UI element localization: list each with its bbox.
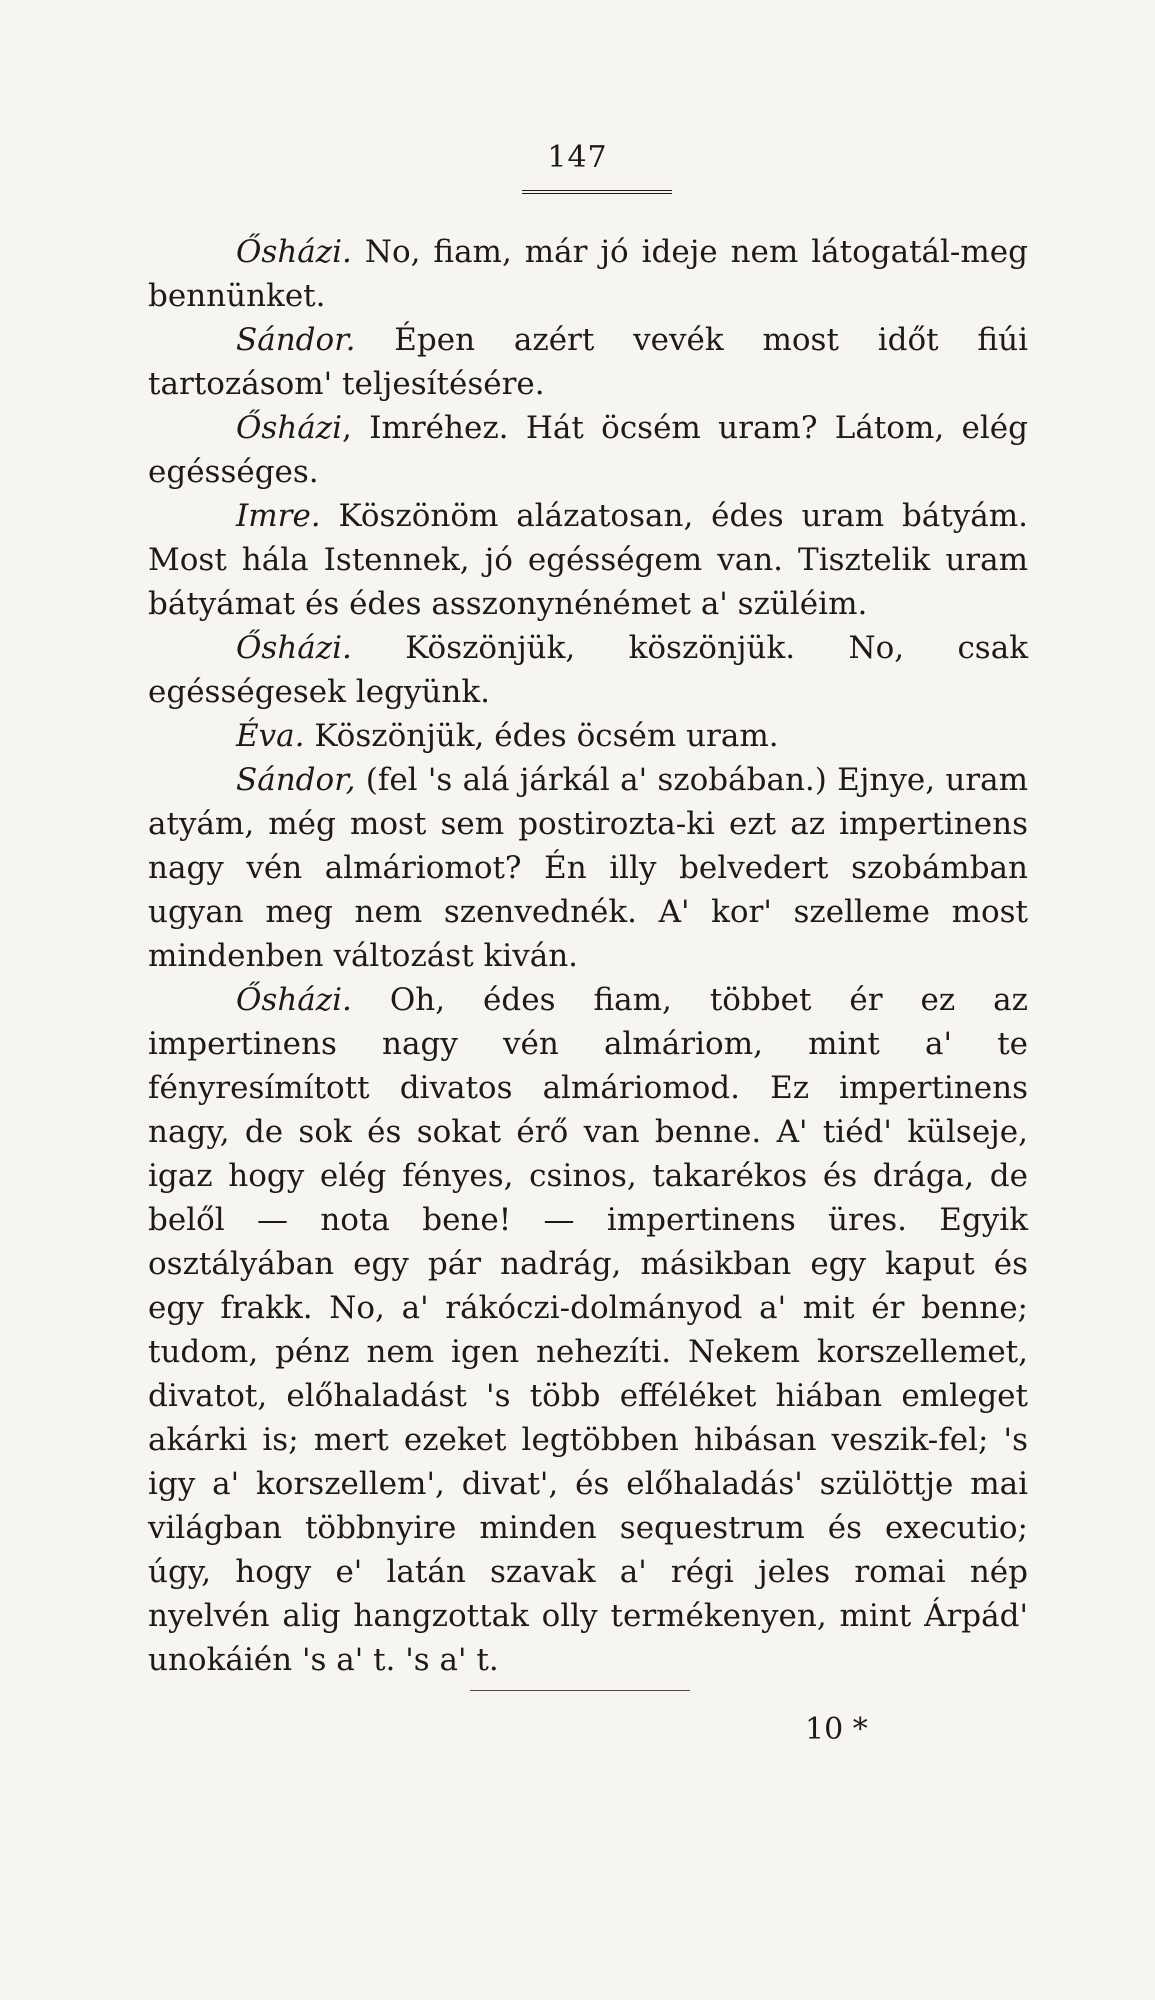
speaker-name: Ősházi: [236, 410, 343, 446]
paragraph: [148, 714, 1028, 758]
paragraph: [148, 626, 1028, 714]
body-text: [148, 230, 1028, 1682]
speaker-name: Ősházi.: [236, 234, 352, 270]
paragraph-text: Oh, édes fiam, többet ér ez az impertinens nagy vén almáriom, mint a' te fényresímított divatos almáriomod. Ez impertinens nagy, de sok és sokat érő van benne. A' tiéd' külseje, igaz hogy elég fényes, csinos, takarékos és drága, de belől — nota bene! — impertinens üres. Egyik osztályában egy pár nadrág, másikban egy kaput és egy frakk. No, a' rákóczi-dolmányod a' mit ér benne; tudom, pénz nem igen nehezíti. Nekem korszellemet, divatot, előhaladást 's több efféléket hiában emleget akárki is; mert ezeket legtöbben hibásan veszik-fel; 's igy a' korszellem', divat', és előhaladás' szülöttje mai világban többnyire minden sequestrum és executio; úgy, hogy e' latán szavak a' régi jeles romai nép nyelvén alig hangzottak olly termékenyen, mint Árpád' unokáién 's a' t. 's a' t.: [148, 982, 1028, 1678]
speaker-name: Sándor.: [236, 322, 356, 358]
paragraph: [148, 758, 1028, 978]
speaker-name: Ősházi.: [236, 982, 352, 1018]
speaker-name: Imre.: [236, 498, 321, 534]
paragraph: [148, 406, 1028, 494]
footer-rule: [470, 1690, 690, 1691]
signature-mark: 10 *: [805, 1712, 868, 1747]
speaker-name: Sándor,: [236, 762, 356, 798]
paragraph: [148, 978, 1028, 1682]
paragraph-text: No, fiam, már jó ideje nem látogatál-meg bennünket.: [148, 234, 1028, 314]
speaker-name: Ősházi.: [236, 630, 352, 666]
paragraph: [148, 494, 1028, 626]
paragraph-text: (fel 's alá járkál a' szobában.) Ejnye, uram atyám, még most sem postirozta-ki ezt az impertinens nagy vén almáriomot? Én illy belvedert szobámban ugyan meg nem szenvednék. A' kor' szelleme most mindenben változást kiván.: [148, 762, 1028, 974]
paragraph-text: Köszönjük, édes öcsém uram.: [304, 718, 779, 754]
page-number: 147: [547, 140, 608, 175]
speaker-name: Éva.: [236, 718, 305, 754]
paragraph-text: Köszönöm alázatosan, édes uram bátyám. Most hála Istennek, jó egésségem van. Tisztelik uram bátyámat és édes asszonynénémet a' szüléim.: [148, 498, 1028, 622]
paragraph: [148, 230, 1028, 318]
header-rule: [522, 190, 672, 194]
paragraph: [148, 318, 1028, 406]
paragraph-text: Köszönjük, köszönjük. No, csak egésségesek legyünk.: [148, 630, 1028, 710]
paragraph-text: , Imréhez. Hát öcsém uram? Látom, elég egésséges.: [148, 410, 1028, 490]
paragraph-text: Épen azért vevék most időt fiúi tartozásom' teljesítésére.: [148, 322, 1028, 402]
